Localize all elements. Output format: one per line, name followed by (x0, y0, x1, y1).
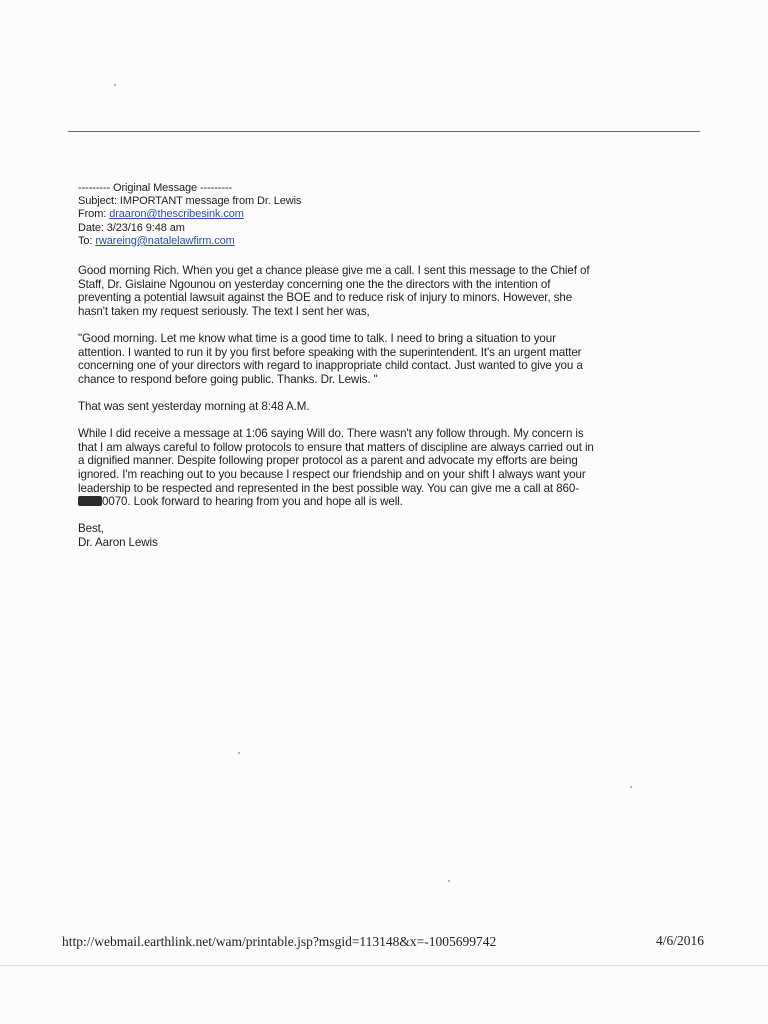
closing: Best, (78, 522, 104, 536)
body-line: hasn't taken my request seriously. The text I sent her was, (78, 304, 370, 318)
body-line: While I did receive a message at 1:06 saying Will do. There wasn't any follow through. My concern is (78, 427, 584, 441)
body-line-with-redaction (78, 495, 693, 509)
body-line: attention. I wanted to run it by you first before speaking with the superintendent. It's an urgent matter (78, 345, 582, 359)
footer-url: http://webmail.earthlink.net/wam/printable.jsp?msgid=113148&x=-1005699742 (62, 934, 497, 949)
body-line: leadership to be respected and represented in the best possible way. You can give me a call at 860- (78, 481, 579, 495)
paragraph-2-quoted-text (78, 332, 693, 386)
redaction-mark (78, 496, 102, 506)
footer-print-date: 4/6/2016 (656, 933, 705, 948)
original-message-label: --------- Original Message --------- (78, 182, 233, 194)
body-line: "Good morning. Let me know what time is a good time to talk. I need to bring a situation to your (78, 331, 556, 345)
from-email-link[interactable]: draaron@thescribesink.com (109, 208, 244, 221)
subject-value: IMPORTANT message from Dr. Lewis (119, 195, 302, 208)
email-header (78, 182, 301, 248)
scan-speck (238, 752, 240, 754)
to-email-link[interactable]: rwareing@natalelawfirm.com (95, 234, 235, 247)
body-line: preventing a potential lawsuit against the BOE and to reduce risk of injury to minors. However, she (78, 291, 573, 305)
from-label: From: (78, 208, 107, 221)
body-line: ignored. I'm reaching out to you because I respect our friendship and on your shift I always want your (78, 467, 586, 481)
body-line: Staff, Dr. Gislaine Ngounou on yesterday concerning one the the directors with the intention of (78, 277, 551, 291)
to-line (78, 235, 301, 248)
scan-speck (448, 880, 450, 882)
to-label: To: (78, 234, 93, 247)
date-label: Date: (78, 221, 104, 234)
email-body (78, 264, 693, 549)
body-line-tail: 0070. Look forward to hearing from you and hope all is well. (102, 495, 403, 509)
body-line: concerning one of your directors with regard to inappropriate child contact. Just wanted to give you a (78, 359, 583, 373)
paragraph-4 (78, 427, 693, 509)
signoff (78, 522, 693, 549)
subject-line (78, 195, 301, 208)
scan-speck (114, 84, 116, 86)
body-line: Good morning Rich. When you get a chance please give me a call. I sent this message to the Chief of (78, 264, 590, 277)
bottom-divider (0, 965, 768, 966)
body-line: That was sent yesterday morning at 8:48 A.M. (78, 399, 310, 413)
date-line (78, 222, 301, 235)
body-line: a dignified manner. Despite following proper protocol as a parent and advocate my efforts are being (78, 454, 578, 468)
scan-speck (630, 786, 632, 788)
paragraph-1 (78, 264, 693, 318)
subject-label: Subject: (78, 195, 117, 208)
body-line: chance to respond before going public. Thanks. Dr. Lewis. " (78, 372, 378, 386)
signature: Dr. Aaron Lewis (78, 535, 158, 549)
body-line: that I am always careful to follow protocols to ensure that matters of discipline are always carried out in (78, 440, 594, 454)
paragraph-3 (78, 400, 693, 414)
date-value: 3/23/16 9:48 am (106, 221, 185, 234)
top-divider (68, 131, 700, 132)
from-line (78, 208, 301, 221)
